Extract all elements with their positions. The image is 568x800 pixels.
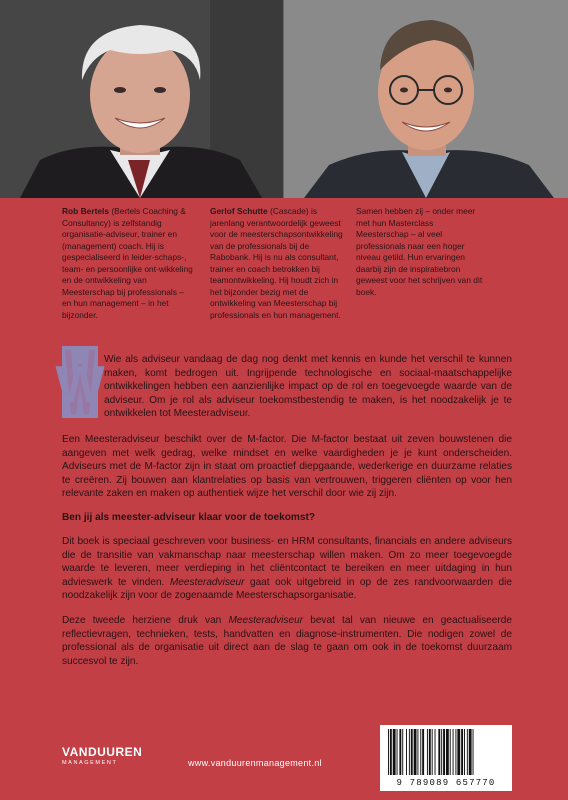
audience-paragraph [62,535,512,603]
barcode-bar [399,729,401,775]
barcode-bar [393,729,396,775]
barcode-bar [390,729,392,775]
isbn-number: 9 789089 657770 [396,778,496,788]
publisher-logo [62,746,162,776]
bio-together: Samen hebben zij – onder meer met hun Masterclass Meesterschap – al veel professionals naar een hoger niveau getild. Hun ervaringen daarbij zijn de inspiratiebron geweest voor het schrijven van dit boek. [356,206,483,297]
bio-rob-bertels [62,206,194,321]
edition-paragraph [62,614,512,668]
m-factor-paragraph: Een Meesteradviseur beschikt over de M-factor. Die M-factor bestaat uit zeven bouwstenen die aangeven met welk gedrag, welke mindset en welke vaardigheden je je kunt onderscheiden. Adviseurs met de M-factor zijn in staat om proactief diepgaande, wederkerige en duurzame relaties te creëren. Zij bouwen aan klantrelaties op basis van vertrouwen, triggeren cliënten op voor hen relevante zaken en maken op authentiek wijze het verschil door wie zij zijn. [62,434,512,500]
photo-rob-bertels [0,0,283,198]
author-bios [62,206,532,336]
barcode-bar [397,729,398,775]
barcode-bar [469,729,472,775]
section-heading: Ben jij als meester-adviseur klaar voor de toekomst? [62,512,316,523]
barcode-bar [414,729,417,775]
book-title: Meesteradviseur [228,615,304,626]
publisher-name: VANDUUREN [62,745,143,759]
barcode-bar [429,729,431,775]
barcode-bar [441,729,442,775]
barcode-bar [409,729,410,775]
barcode-bar [467,729,468,775]
barcode-bar [450,729,451,775]
barcode-bar [402,729,403,775]
text-segment: gaat ook uitgebreid in op de zes randvoorwaarden die noodzakelijk zijn voor de zogenaamde Meesterschapsorganisatie. [62,576,512,602]
barcode-bar [455,729,456,775]
book-title: Meesteradviseur [169,576,245,588]
barcode-bar [427,729,428,775]
text-segment: Deze tweede herziene druk van [62,615,229,626]
text-segment: Dit boek is speciaal geschreven voor business- en HRM consultants, financials en andere adviseurs die de transitie van vakmanschap naar meesterschap willen maken. Om zo meer toegevoegde waarde te leveren, meer verdieping in het cliëntcontact te bereiken en meer uitdaging in hun advieswerk te vinden. [62,536,512,588]
publisher-sub: MANAGEMENT [62,760,118,766]
website-url[interactable]: www.vanduurenmanagement.nl [188,758,322,768]
barcode-bar [406,729,407,775]
bio-gerlof-schutte [210,206,348,321]
isbn-barcode [380,725,512,791]
drop-cap [55,346,105,418]
barcode-bar [473,729,474,775]
barcode-bar [432,729,433,775]
barcode-bar [457,729,460,775]
barcode-bar [417,729,418,775]
barcode-bar [422,729,424,775]
author-name: Rob Bertels [62,206,110,216]
barcode-bar [388,729,389,775]
barcode-bar [443,729,445,775]
author-photos [0,0,568,198]
barcode-bar [438,729,440,775]
barcode-bar [411,729,413,775]
barcode-bars [386,729,506,775]
bio-text: (Cascade) is jarenlang verantwoordelijk geweest voor de meesterschapsontwikkeling van de professionals bij de Rabobank. Hij is nu als consultant, trainer en coach betrokken bij teamontwikkeling. Hij houdt zich in het bijzonder bezig met de ontwikkeling van Meesterschap bij professionals en hun management. [210,206,343,320]
photo-gerlof-schutte [284,0,568,198]
text-segment: bevat tal van nieuwe en geactualiseerde reflectievragen, technieken, tests, handvatten en diagnose-instrumenten. Die nodigen zowel de professional als de organisatie uit direct aan de slag te gaan om ook in de toekomst duurzaam succesvol te zijn. [62,615,512,667]
barcode-bar [446,729,449,775]
barcode-bar [461,729,463,775]
barcode-bar [464,729,465,775]
barcode-bar [453,729,454,775]
drop-cap-letter: W [55,356,105,414]
barcode-bar [435,729,436,775]
intro-paragraph: Wie als adviseur vandaag de dag nog denkt met kennis en kunde het verschil te kunnen maken, komt bedrogen uit. Ingrijpende technologische en sociaal-maatschappelijke ontwikkelingen hebben een aanzienlijke impact op de rol en toegevoegde waarde van de adviseur. Om je rol als adviseur toekomstbestendig te maken, is het noodzakelijk je te ontwikkelen tot Meesteradviseur. [104,354,512,420]
author-name: Gerlof Schutte [210,206,268,216]
barcode-bar [420,729,421,775]
bio-text: (Bertels Coaching & Consultancy) is zelfstandig organisatie-adviseur, trainer en (management) coach. Hij is gespecialiseerd in leider-schaps-, team- en persoonlijke ont-wikkeling en de ontwikkeling van Meesterschap bij professionals – en hun management – in het bijzonder. [62,206,193,320]
